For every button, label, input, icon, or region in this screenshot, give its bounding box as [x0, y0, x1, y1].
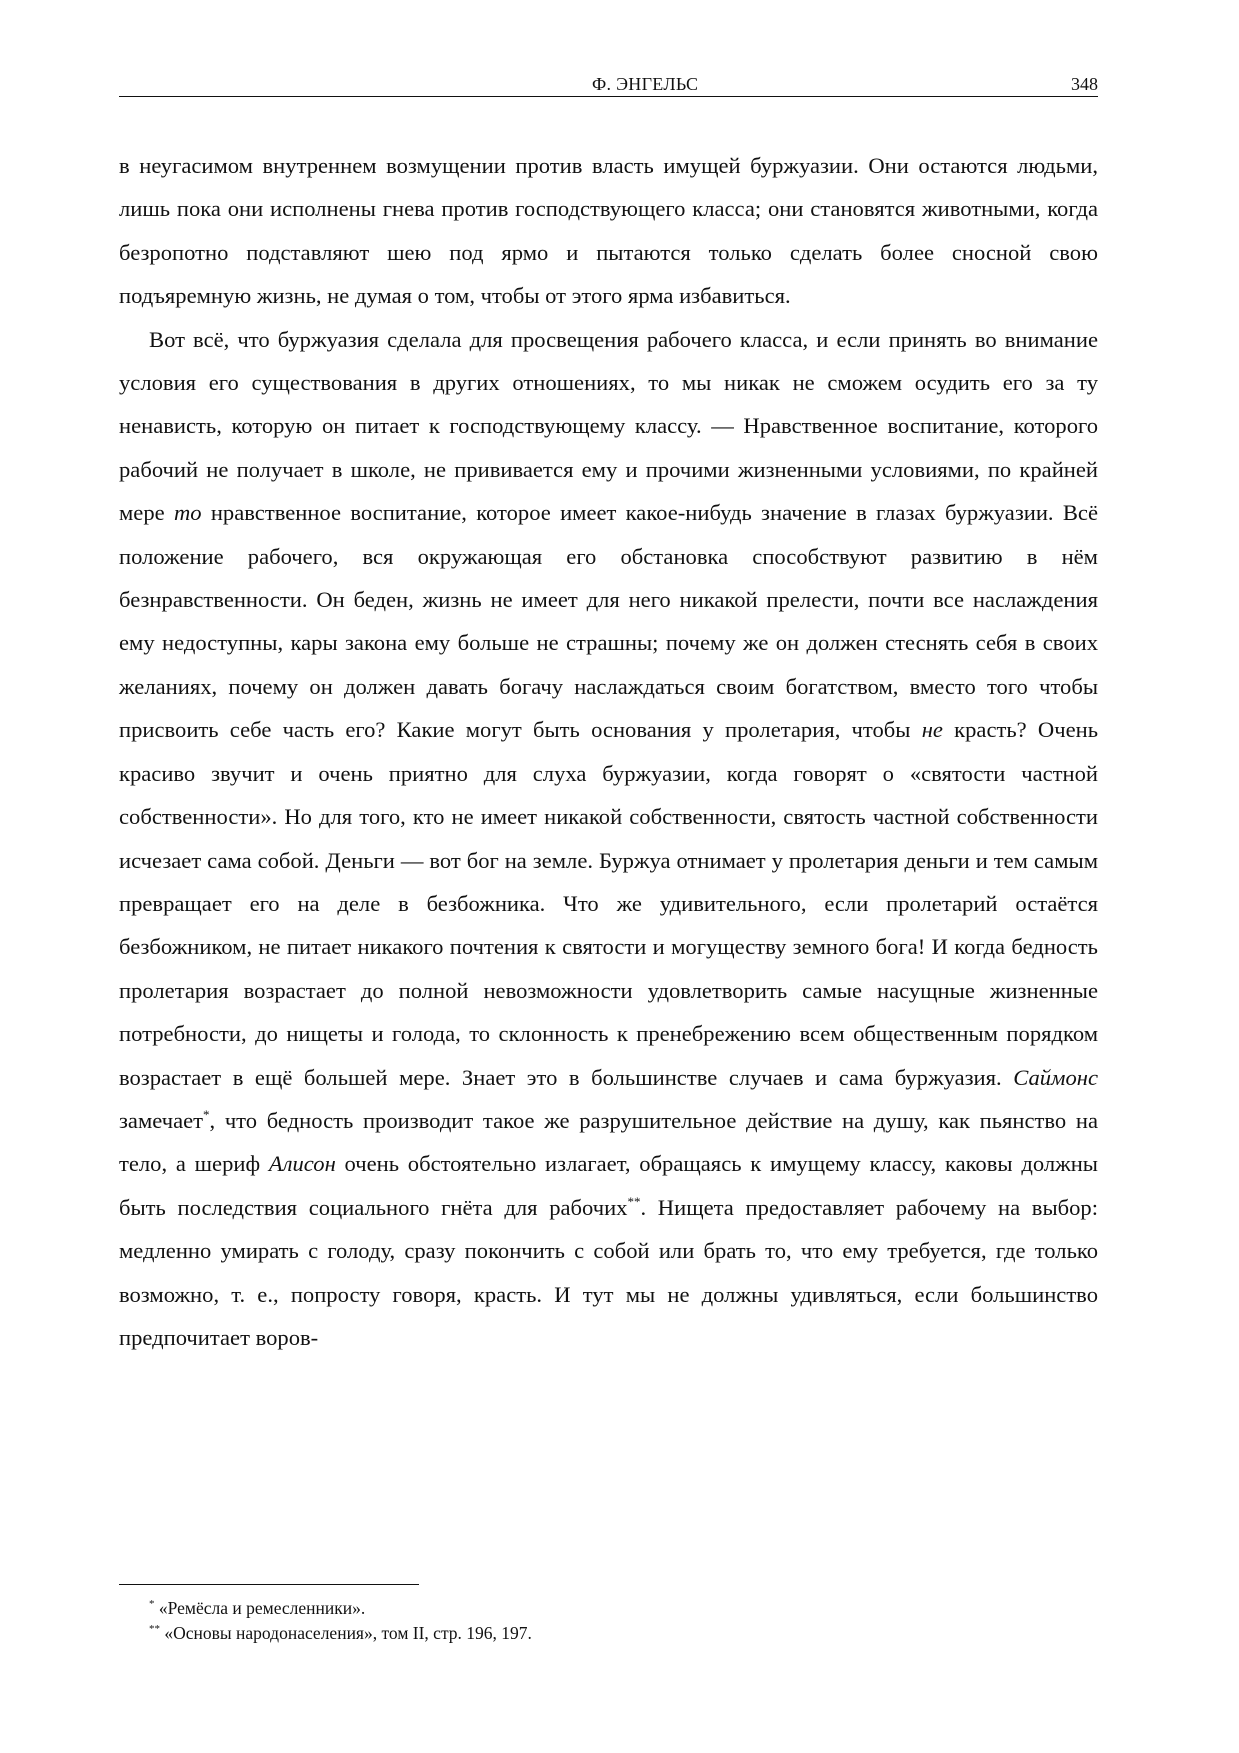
text-run: . Нищета предоставляет рабочему на выбор: медленно умирать с голоду, сразу покончить с собой или брать то, что ему требуется, где только возможно, т. е., попросту говоря, красть. И тут мы не должны удивляться, если большинство предпочитает воров- [119, 1194, 1098, 1350]
emphasis-text: то [173, 500, 202, 526]
footnote-marker: * [149, 1598, 155, 1610]
footnote [119, 1596, 1098, 1621]
author-name-alison: Алисон [268, 1151, 336, 1177]
paragraph [119, 318, 1098, 1360]
footnote-text: «Ремёсла и ремесленники». [158, 1598, 366, 1618]
page-number: 348 [1071, 74, 1098, 94]
running-header-title: Ф. ЭНГЕЛЬС [592, 74, 699, 94]
paragraph [119, 144, 1098, 318]
footnote [119, 1621, 1098, 1646]
footnotes [119, 1596, 1098, 1646]
footnote-marker[interactable]: * [203, 1106, 210, 1122]
body-text [119, 144, 1098, 1359]
footnote-text: «Основы народонаселения», том II, стр. 196, 197. [164, 1623, 532, 1643]
emphasis-text: не [921, 717, 943, 743]
text-run: красть? Очень красиво звучит и очень приятно для слуха буржуазии, когда говорят о «святости частной собственности». Но для того, кто не имеет никакой собственности, святость частной собственности исчезает сама собой. Деньги — вот бог на земле. Буржуа отнимает у пролетария деньги и тем самым превращает его на деле в безбожника. Что же удивительного, если пролетарий остаётся безбожником, не питает никакого почтения к святости и могуществу земного бога! И когда бедность пролетария возрастает до полной невозможности удовлетворить самые насущные жизненные потребности, до нищеты и голода, то склонность к пренебрежению всем общественным порядком возрастает в ещё большей мере. Знает это в большинстве случаев и сама буржуазия. [119, 717, 1099, 1090]
footnote-marker: ** [149, 1623, 160, 1635]
text-run: замечает [119, 1107, 204, 1133]
text-run: очень обстоятельно излагает, обращаясь к имущему классу, каковы должны быть последствия социального гнёта для рабочих [119, 1151, 1098, 1220]
text-run: нравственное воспитание, которое имеет какое-нибудь значение в глазах буржуазии. Всё положение рабочего, вся окружающая его обстановка способствуют развитию в нём безнравственности. Он беден, жизнь не имеет для него никакой прелести, почти все наслаждения ему недоступны, кары закона ему больше не страшны; почему же он должен стеснять себя в своих желаниях, почему он должен давать богачу наслаждаться своим богатством, вместо того чтобы присвоить себе часть его? Какие могут быть основания у пролетария, чтобы [119, 500, 1098, 743]
text-run: , что бедность производит такое же разрушительное действие на душу, как пьянство на тело, а шериф [119, 1107, 1098, 1177]
running-header [119, 74, 1098, 97]
text-run: Вот всё, что буржуазия сделала для просвещения рабочего класса, и если принять во внимание условия его существования в других отношениях, то мы никак не сможем осудить его за ту ненависть, которую он питает к господствующему классу. — Нравственное воспитание, которого рабочий не получает в школе, не прививается ему и прочими жизненными условиями, по крайней мере [119, 326, 1098, 526]
footnote-separator [119, 1584, 419, 1585]
author-name-simons: Саймонс [1013, 1064, 1098, 1090]
text-run: в неугасимом внутреннем возмущении против власть имущей буржуазии. Они остаются людьми, лишь пока они исполнены гнева против господствующего класса; они становятся животными, когда безропотно подставляют шею под ярмо и пытаются только сделать более сносной свою подъяремную жизнь, не думая о том, чтобы от этого ярма избавиться. [119, 153, 1098, 309]
footnote-marker[interactable]: ** [627, 1193, 641, 1209]
